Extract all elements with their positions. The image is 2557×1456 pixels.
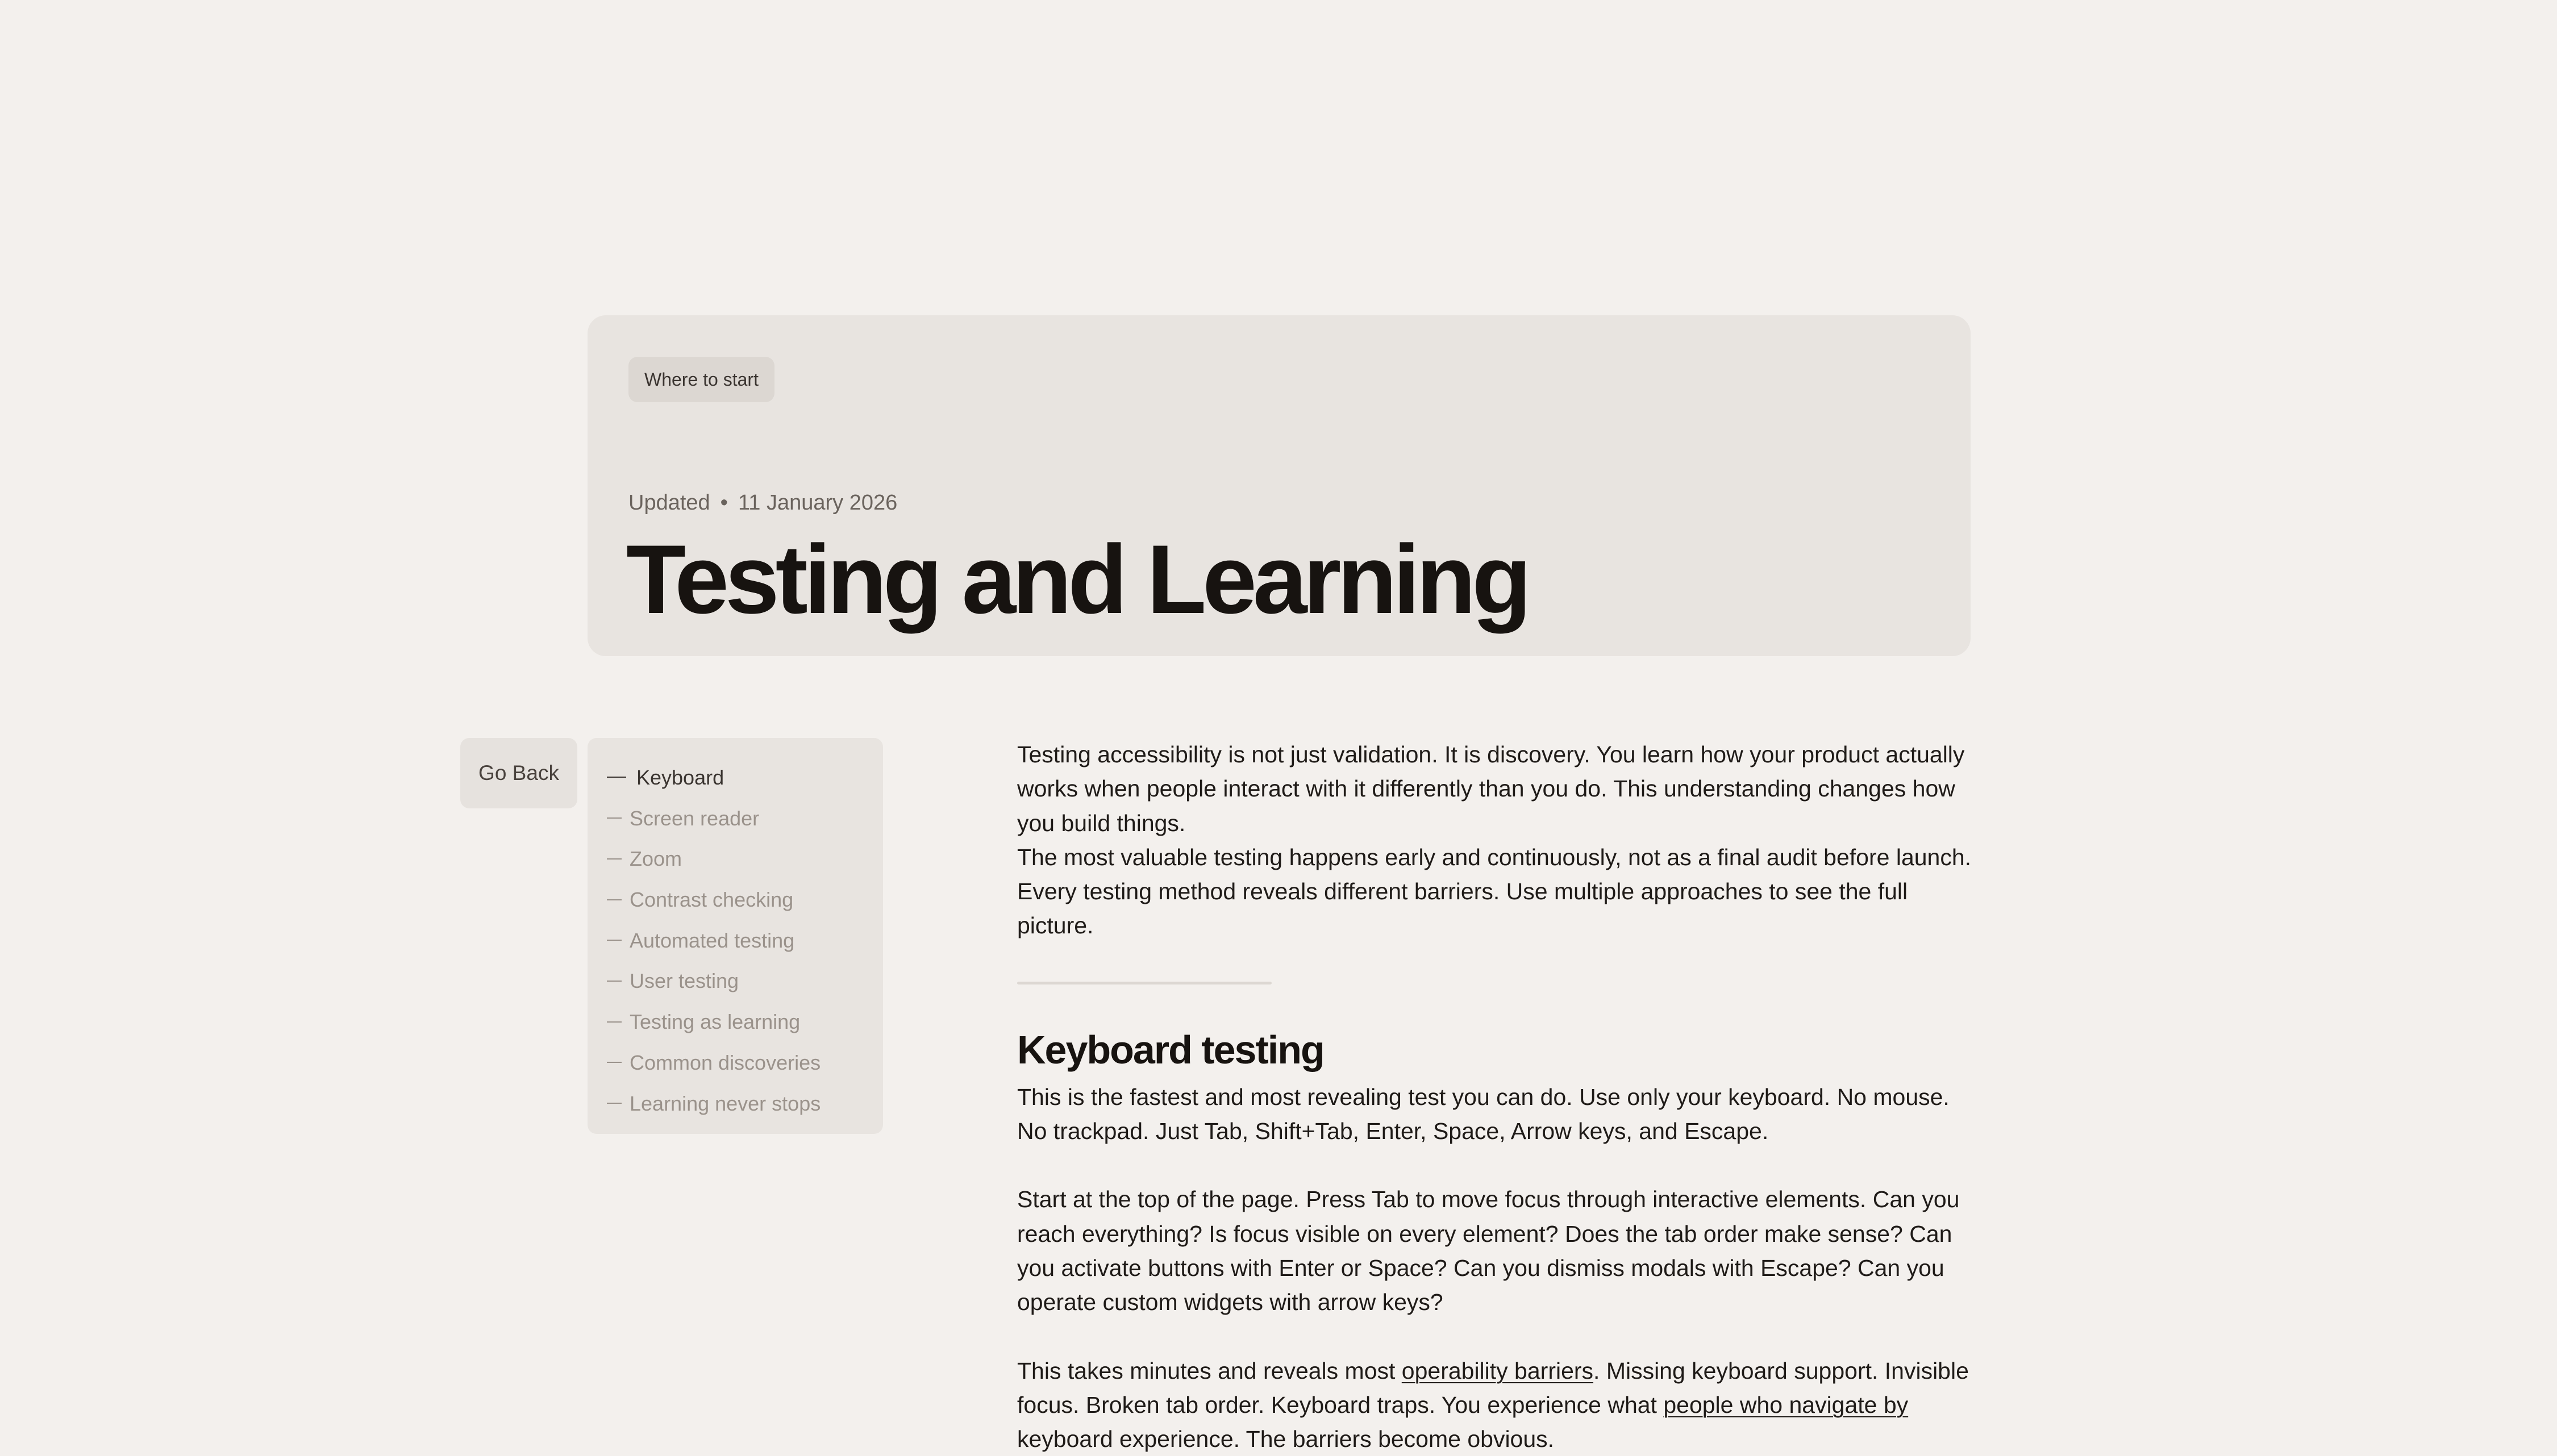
intro-paragraph-1: Testing accessibility is not just validation. It is discovery. You learn how your product actually works when people interact with it differently than you do. This understanding changes how you build things. [1017,741,1965,836]
updated-date: 11 January 2026 [738,491,898,515]
toc-item-screen-reader[interactable]: Screen reader [588,798,883,839]
category-tag[interactable]: Where to start [628,357,774,402]
dash-icon [607,817,622,819]
keyboard-paragraph-2: Start at the top of the page. Press Tab to move focus through interactive elements. Can you reach everything? Is focus visible on every element? Does the tab order make sense? Can you activate buttons with Enter or Space? Can you dismiss modals with Escape? Can you operate custom widgets with arrow keys? [1017,1186,1960,1316]
toc-item-contrast-checking[interactable]: Contrast checking [588,879,883,920]
toc-item-common-discoveries[interactable]: Common discoveries [588,1042,883,1083]
meta-separator: • [720,491,728,515]
toc-item-learning-never-stops[interactable]: Learning never stops [588,1083,883,1124]
dash-icon [607,1103,622,1104]
updated-meta [628,486,897,520]
hero-card [588,315,1971,656]
dash-icon [607,940,622,941]
dash-icon [607,1021,622,1023]
table-of-contents [588,738,883,1134]
section-title-keyboard: Keyboard testing [1017,1027,1324,1072]
updated-label: Updated [628,491,710,515]
dash-icon [607,777,626,778]
dash-icon [607,858,622,860]
dash-icon [607,899,622,900]
dash-icon [607,1062,622,1063]
toc-item-testing-as-learning[interactable]: Testing as learning [588,1002,883,1042]
article-content [1017,737,1972,1456]
intro-paragraph-2: The most valuable testing happens early and continuously, not as a final audit before launch. Every testing method reveals different barriers. Use multiple approaches to see the full picture. [1017,844,1972,939]
page-title: Testing and Learning [626,525,1528,634]
toc-item-keyboard[interactable]: Keyboard [588,757,883,798]
keyboard-paragraph-3: This takes minutes and reveals most operability barriers. Missing keyboard support. Invisible focus. Broken tab order. Keyboard traps. You experience what people who navigate by keyboard experience. The barriers become obvious. [1017,1357,1969,1453]
section-divider [1017,982,1272,984]
go-back-button[interactable]: Go Back [460,738,577,808]
toc-item-zoom[interactable]: Zoom [588,838,883,879]
toc-item-automated-testing[interactable]: Automated testing [588,920,883,961]
dash-icon [607,981,622,982]
toc-item-user-testing[interactable]: User testing [588,961,883,1002]
keyboard-paragraph-1: This is the fastest and most revealing test you can do. Use only your keyboard. No mouse. No trackpad. Just Tab, Shift+Tab, Enter, Space, Arrow keys, and Escape. [1017,1083,1950,1145]
operability-barriers-link[interactable]: operability barriers [1401,1357,1594,1384]
keyboard-users-link[interactable]: people who navigate by [1663,1391,1909,1418]
